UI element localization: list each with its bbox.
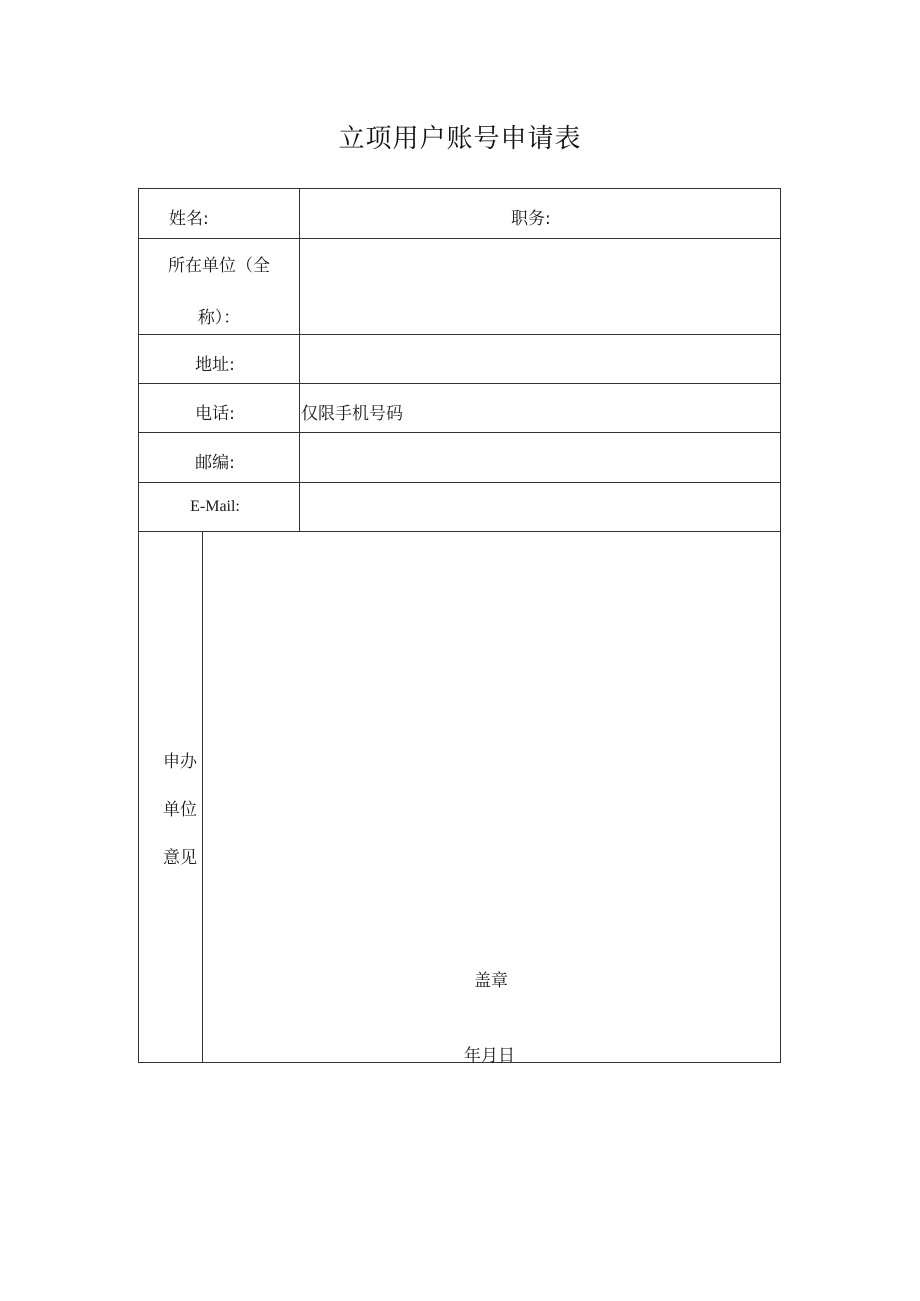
application-form-table xyxy=(138,188,781,1066)
email-field[interactable] xyxy=(301,483,779,530)
row-divider xyxy=(139,383,780,384)
address-field[interactable] xyxy=(301,336,779,382)
unit-field[interactable] xyxy=(301,240,779,333)
address-label: 地址: xyxy=(195,355,235,375)
opinion-label-line1: 申办 xyxy=(163,752,197,772)
phone-label: 电话: xyxy=(195,404,235,424)
phone-field[interactable]: 仅限手机号码 xyxy=(301,404,403,424)
postcode-label: 邮编: xyxy=(195,453,235,473)
row-divider xyxy=(139,238,780,239)
row-divider xyxy=(139,531,780,532)
name-label: 姓名: xyxy=(169,209,209,229)
postcode-field[interactable] xyxy=(301,434,779,481)
seal-label: 盖章 xyxy=(474,971,508,991)
row-divider xyxy=(139,432,780,433)
email-label: E-Mail: xyxy=(190,498,240,515)
row-divider xyxy=(139,334,780,335)
opinion-label-line2: 单位 xyxy=(163,800,197,820)
position-label: 职务: xyxy=(511,209,551,229)
date-label: 年月日 xyxy=(464,1046,515,1066)
position-field[interactable] xyxy=(569,190,779,237)
page-title: 立项用户账号申请表 xyxy=(338,124,582,154)
unit-label-line1: 所在单位（全 xyxy=(168,256,270,276)
opinion-label-line3: 意见 xyxy=(163,848,197,868)
unit-label-line2: 称）： xyxy=(197,308,241,328)
column-divider xyxy=(299,189,300,531)
